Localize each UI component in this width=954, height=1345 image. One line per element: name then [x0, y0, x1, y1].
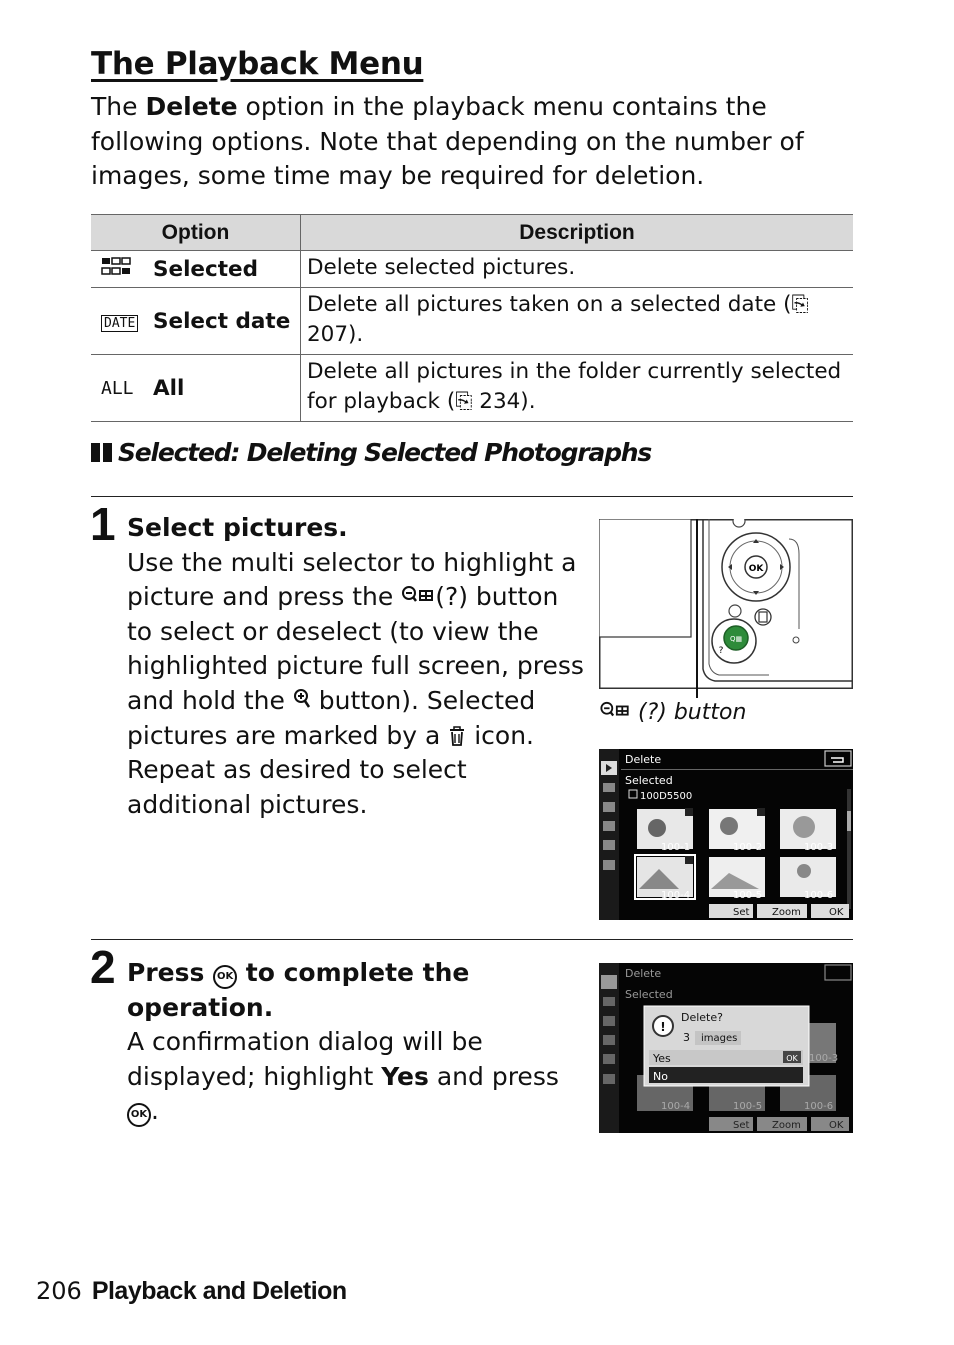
delete-option-name: Delete [145, 92, 238, 121]
step2-divider [91, 939, 853, 940]
page-number: 206 [36, 1277, 82, 1305]
trash-icon [448, 721, 466, 750]
thumb-label: 100-2 [733, 842, 763, 853]
section-heading: Selected: Deleting Selected Photographs [91, 438, 651, 467]
dialog-no-option: No [653, 1070, 668, 1083]
dialog-count-unit: images [701, 1033, 738, 1044]
thumb-label: 100-4 [661, 890, 691, 901]
table-header-row [91, 215, 853, 251]
dialog-count: 3 [683, 1031, 690, 1044]
page-title: The Playback Menu [91, 46, 424, 82]
dialog-title: Delete? [681, 1011, 723, 1024]
screen2-subtitle: Selected [625, 988, 673, 1001]
step1-title: Select pictures. [127, 513, 348, 542]
screen1-title: Delete [625, 753, 662, 766]
step1-divider [91, 496, 853, 497]
chapter-title: Playback and Deletion [91, 1277, 347, 1305]
thumb-label: 100-1 [661, 842, 691, 853]
thumbnail-zoom-out-icon [401, 582, 435, 611]
delete-selection-screen [599, 749, 853, 924]
date-icon: DATE [91, 311, 153, 332]
table-row [91, 251, 853, 288]
thumb-label: 100-5 [733, 1101, 763, 1112]
all-icon: ALL [101, 377, 134, 399]
option-label: Selected [153, 256, 259, 282]
step2-body [127, 956, 587, 1129]
option-label: Select date [153, 308, 291, 334]
footer-zoom: Zoom [772, 907, 801, 918]
screen2-title: Delete [625, 967, 662, 980]
footer-ok: OK [829, 907, 844, 918]
dialog-yes-option: Yes [653, 1052, 671, 1065]
thumb-label: 100-6 [804, 1101, 834, 1112]
option-description: Delete all pictures taken on a selected date (⎘ 207). [301, 288, 854, 355]
camera-ok-label: OK [748, 564, 764, 574]
option-label: All [153, 375, 185, 401]
footer-set: Set [733, 1120, 750, 1131]
screen1-subtitle: Selected [625, 774, 673, 787]
step1-text: Use the multi selector to highlight a picture and press the (?) button to select or deselect (to view the highlighted picture full screen, press and hold the button). Selected pictures are marked by a icon. Repeat as desired to select additional pictures. [127, 547, 584, 819]
selected-grid-icon [91, 257, 153, 282]
header-description: Description [301, 215, 854, 251]
header-option: Option [91, 215, 301, 251]
table-row [91, 288, 853, 355]
ok-button-icon: OK [127, 1103, 151, 1127]
table-row [91, 355, 853, 422]
thumb-label: 100-6 [804, 890, 834, 901]
ok-button-icon: OK [213, 965, 237, 989]
svg-text:Q▦: Q▦ [729, 635, 743, 643]
thumb-label: 100-4 [661, 1101, 691, 1112]
screen1-folder: 100D5500 [640, 791, 693, 802]
option-description: Delete selected pictures. [301, 251, 854, 288]
thumb-label: 100-5 [733, 890, 763, 901]
thumbnail-zoom-out-icon [599, 700, 631, 725]
step2-title: Press OK to complete the operation. [127, 958, 470, 1022]
zoom-in-icon [293, 686, 311, 715]
svg-text:!: ! [660, 1020, 666, 1034]
thumb-label: 100-3 [804, 842, 834, 853]
delete-confirm-screen [599, 963, 853, 1137]
options-table [91, 214, 853, 422]
confirm-dialog [644, 1006, 809, 1086]
camera-back-illustration [599, 519, 853, 703]
step2-number: 2 [90, 941, 116, 993]
step2-text: A confirmation dialog will be displayed; highlight Yes and press OK . [127, 1027, 559, 1126]
page-footer [36, 1277, 347, 1306]
button-caption: (?) button [599, 700, 746, 725]
thumb-label: 100-3 [809, 1053, 839, 1064]
intro-paragraph: The Delete option in the playback menu contains the following options. Note that depending on the number of images, some time may be required for deletion. [91, 92, 804, 190]
footer-zoom: Zoom [772, 1120, 801, 1131]
footer-ok: OK [829, 1120, 844, 1131]
option-description: Delete all pictures in the folder currently selected for playback (⎘ 234). [301, 355, 854, 422]
dialog-ok-hint: OK [786, 1054, 798, 1063]
footer-set: Set [733, 907, 750, 918]
camera-help-label: ? [718, 646, 724, 656]
step1-number: 1 [90, 498, 116, 550]
step1-body [127, 511, 587, 822]
